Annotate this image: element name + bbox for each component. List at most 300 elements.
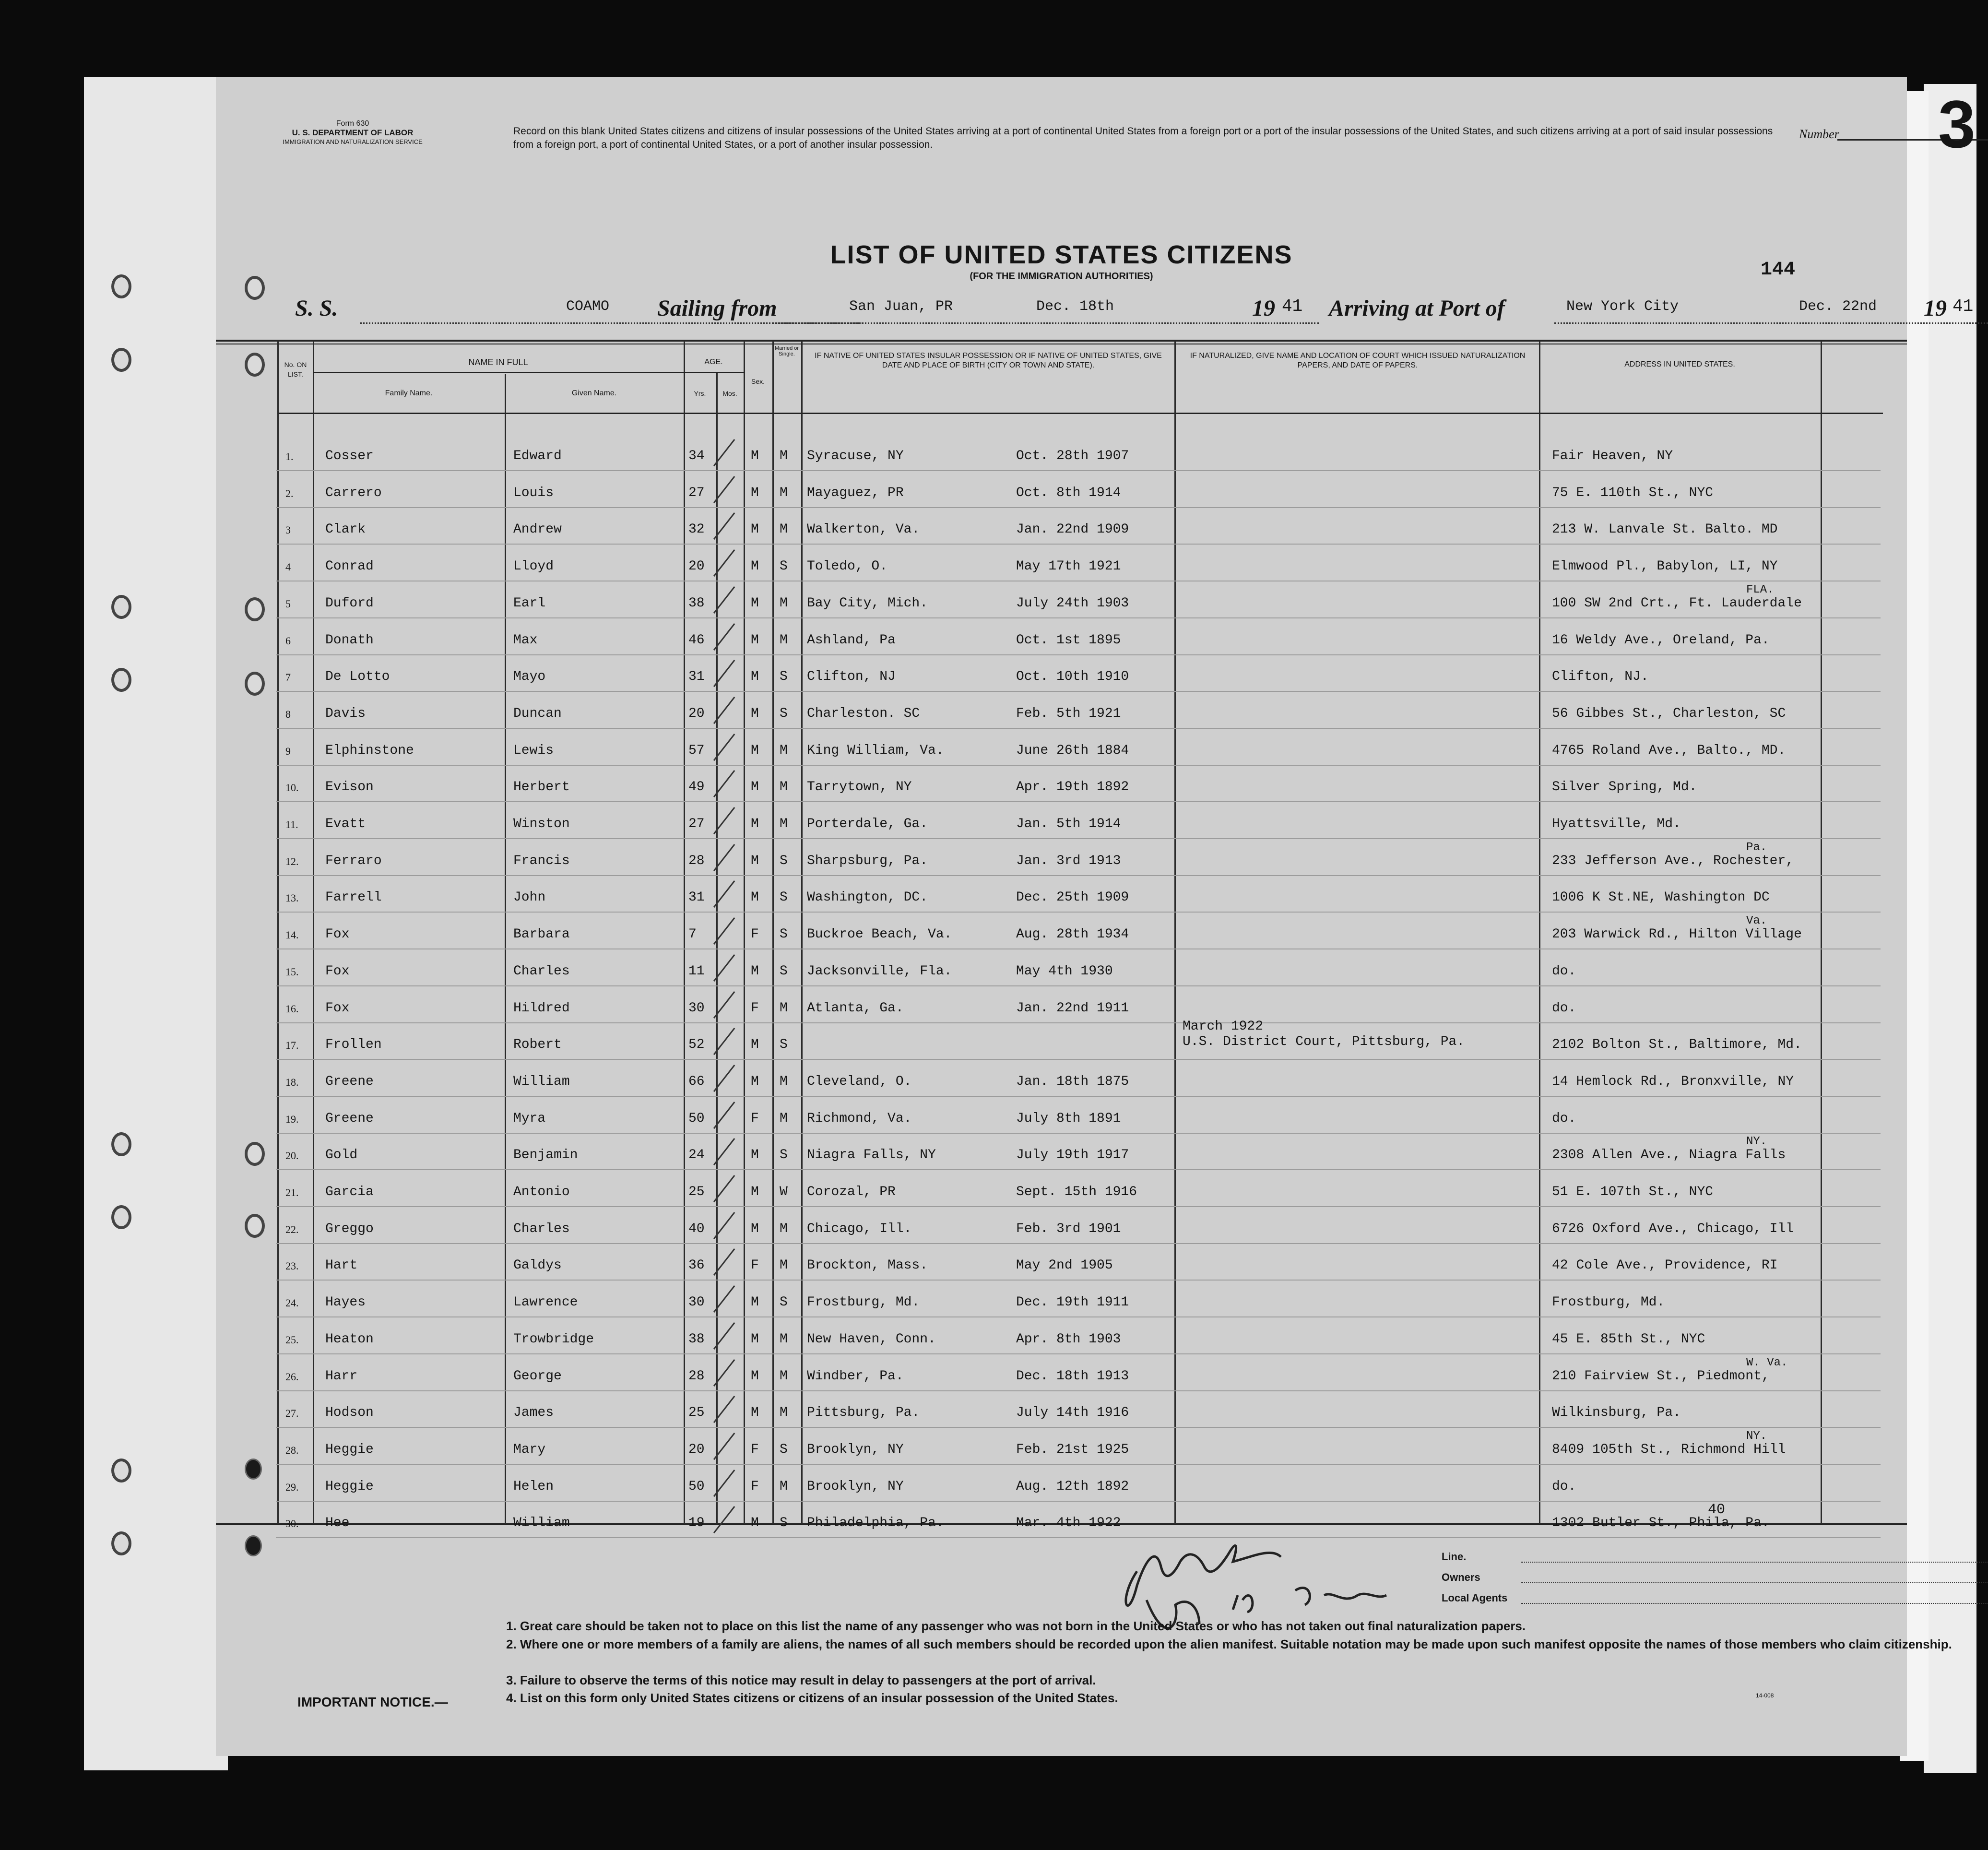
punch-hole xyxy=(111,1205,131,1229)
given-name: Lawrence xyxy=(513,1295,578,1310)
form-identification xyxy=(273,119,432,146)
age-years: 46 xyxy=(688,632,705,648)
age-years: 19 xyxy=(688,1516,705,1531)
row-rule xyxy=(276,838,1881,839)
punch-hole xyxy=(245,672,265,696)
age-years: 49 xyxy=(688,780,705,795)
marital-status: M xyxy=(780,595,788,611)
sailing-date: Dec. 18th xyxy=(1036,298,1114,315)
family-name: Donath xyxy=(325,632,374,648)
row-number: 30. xyxy=(285,1518,299,1530)
age-years: 50 xyxy=(688,1111,705,1126)
birth-date: Feb. 21st 1925 xyxy=(1016,1442,1129,1457)
local-agents-field xyxy=(1521,1603,1988,1604)
birth-date: Dec. 25th 1909 xyxy=(1016,890,1129,905)
age-years: 28 xyxy=(688,1368,705,1384)
birth-date: Sept. 15th 1916 xyxy=(1016,1185,1137,1199)
age-years: 20 xyxy=(688,559,705,574)
birth-date: July 8th 1891 xyxy=(1016,1111,1121,1126)
notice-item-4: 4. List on this form only United States citizens or citizens of an insular possession of the United States. xyxy=(506,1691,1118,1705)
marital-status: M xyxy=(780,522,788,537)
col-border xyxy=(744,341,745,1524)
marital-status: M xyxy=(780,485,788,500)
sex: M xyxy=(751,669,759,685)
row-rule xyxy=(276,801,1881,802)
line-label: Line. xyxy=(1442,1551,1467,1563)
arriving-date: Dec. 22nd xyxy=(1799,298,1877,315)
family-name: Hodson xyxy=(325,1405,374,1421)
address-note: NY. xyxy=(1746,1135,1767,1149)
birth-place: Ashland, Pa xyxy=(807,632,896,648)
birth-place: Clifton, NJ xyxy=(807,669,896,685)
manifest-sheet xyxy=(216,77,1976,1756)
col-header-age: AGE. xyxy=(704,358,723,366)
row-number: 8 xyxy=(285,708,291,720)
birth-place: Walkerton, Va. xyxy=(807,522,920,537)
sex: M xyxy=(751,1185,759,1199)
family-name: Gold xyxy=(325,1148,358,1163)
col-border xyxy=(277,341,279,1524)
family-name: Heaton xyxy=(325,1331,374,1347)
marital-status: S xyxy=(780,890,788,905)
row-number: 22. xyxy=(285,1223,299,1235)
col-border xyxy=(772,341,774,1524)
row-number: 1. xyxy=(285,451,294,462)
birth-place: Brockton, Mass. xyxy=(807,1258,928,1273)
arriving-year-suffix: 41 xyxy=(1952,296,1974,316)
row-number: 19. xyxy=(285,1113,299,1125)
punch-hole xyxy=(245,1535,262,1556)
birth-date: Oct. 8th 1914 xyxy=(1016,485,1121,500)
row-rule xyxy=(276,1280,1881,1281)
address-note: FLA. xyxy=(1746,583,1774,596)
birth-date: July 14th 1916 xyxy=(1016,1405,1129,1421)
birth-date: Apr. 8th 1903 xyxy=(1016,1331,1121,1347)
age-years: 31 xyxy=(688,890,705,905)
age-years: 20 xyxy=(688,706,705,721)
age-years: 38 xyxy=(688,595,705,611)
tally-number: 40 xyxy=(1708,1502,1726,1518)
punch-hole xyxy=(111,1132,131,1156)
birth-date: Feb. 3rd 1901 xyxy=(1016,1221,1121,1236)
us-address: Hyattsville, Md. xyxy=(1552,817,1681,831)
birth-date: Apr. 19th 1892 xyxy=(1016,780,1129,795)
given-name: Charles xyxy=(513,1221,570,1236)
row-rule xyxy=(276,691,1881,692)
birth-place: Brooklyn, NY xyxy=(807,1442,904,1457)
marital-status: S xyxy=(780,853,788,868)
row-rule xyxy=(276,1169,1881,1170)
age-years: 20 xyxy=(688,1442,705,1457)
birth-date: Jan. 18th 1875 xyxy=(1016,1074,1129,1089)
row-rule xyxy=(276,1464,1881,1465)
row-rule xyxy=(276,912,1881,913)
punch-strip xyxy=(84,77,228,1770)
birth-place: King William, Va. xyxy=(807,743,944,758)
sex: F xyxy=(751,1442,759,1457)
row-number: 20. xyxy=(285,1150,299,1162)
birth-place: Toledo, O. xyxy=(807,559,888,574)
birth-place: Sharpsburg, Pa. xyxy=(807,853,928,868)
birth-date: Feb. 5th 1921 xyxy=(1016,706,1121,721)
sex: M xyxy=(751,485,759,500)
given-name: Lloyd xyxy=(513,559,554,574)
sex: F xyxy=(751,1111,759,1126)
sex: M xyxy=(751,1368,759,1384)
row-rule xyxy=(276,1537,1881,1538)
page-title: LIST OF UNITED STATES CITIZENS xyxy=(830,240,1293,269)
given-name: Max xyxy=(513,632,538,648)
punch-hole xyxy=(245,1459,262,1480)
sex: M xyxy=(751,890,759,905)
given-name: Earl xyxy=(513,595,546,611)
us-address: 203 Warwick Rd., Hilton Village xyxy=(1552,927,1802,942)
birth-place: Philadelphia, Pa. xyxy=(807,1516,944,1531)
sex: M xyxy=(751,963,759,979)
age-years: 52 xyxy=(688,1037,705,1053)
us-address: 6726 Oxford Ave., Chicago, Ill xyxy=(1552,1221,1794,1236)
birth-date: July 19th 1917 xyxy=(1016,1148,1129,1163)
age-years: 38 xyxy=(688,1331,705,1347)
age-years: 24 xyxy=(688,1148,705,1163)
birth-date: May 4th 1930 xyxy=(1016,963,1113,979)
birth-date: Oct. 1st 1895 xyxy=(1016,632,1121,648)
family-name: Frollen xyxy=(325,1037,382,1053)
list-number: 3 xyxy=(1938,86,1976,162)
marital-status: M xyxy=(780,817,788,831)
birth-place: Atlanta, Ga. xyxy=(807,1000,904,1016)
col-border xyxy=(313,341,314,1524)
birth-place: Niagra Falls, NY xyxy=(807,1148,936,1163)
age-years: 25 xyxy=(688,1405,705,1421)
row-rule xyxy=(276,1316,1881,1317)
marital-status: M xyxy=(780,1074,788,1089)
sex: M xyxy=(751,853,759,868)
us-address: 16 Weldy Ave., Oreland, Pa. xyxy=(1552,632,1770,648)
department: U. S. DEPARTMENT OF LABOR xyxy=(292,128,414,137)
marital-status: M xyxy=(780,632,788,648)
punch-hole xyxy=(245,1214,265,1238)
birth-place: Mayaguez, PR xyxy=(807,485,904,500)
col-border xyxy=(801,341,803,1524)
punch-hole xyxy=(245,353,265,377)
family-name: Hee xyxy=(325,1516,350,1531)
given-name: Benjamin xyxy=(513,1148,578,1163)
marital-status: S xyxy=(780,1295,788,1310)
owners-field xyxy=(1521,1582,1988,1583)
col-border xyxy=(684,341,685,1524)
sex: M xyxy=(751,706,759,721)
row-number: 16. xyxy=(285,1002,299,1015)
age-years: 27 xyxy=(688,485,705,500)
row-number: 18. xyxy=(285,1076,299,1088)
row-number: 2. xyxy=(285,487,294,499)
birth-place: Cleveland, O. xyxy=(807,1074,912,1089)
us-address: 1006 K St.NE, Washington DC xyxy=(1552,890,1770,905)
row-number: 9 xyxy=(285,745,291,757)
marital-status: S xyxy=(780,1516,788,1531)
marital-status: M xyxy=(780,1111,788,1126)
birth-date: July 24th 1903 xyxy=(1016,595,1129,611)
back-sheet xyxy=(1924,84,1976,1773)
family-name: Greene xyxy=(325,1111,374,1126)
sex: M xyxy=(751,817,759,831)
given-name: John xyxy=(513,890,546,905)
sex: M xyxy=(751,449,759,463)
birth-place: Richmond, Va. xyxy=(807,1111,912,1126)
family-name: Greene xyxy=(325,1074,374,1089)
us-address: do. xyxy=(1552,1111,1576,1126)
row-number: 23. xyxy=(285,1260,299,1272)
row-number: 25. xyxy=(285,1333,299,1346)
row-rule xyxy=(276,1501,1881,1502)
row-number: 6 xyxy=(285,634,291,647)
notice-item-1: 1. Great care should be taken not to place on this list the name of any passenger who was not born in the United States or who has not taken out final naturalization papers. xyxy=(506,1619,1526,1633)
row-rule xyxy=(276,544,1881,545)
us-address: 100 SW 2nd Crt., Ft. Lauderdale xyxy=(1552,595,1802,611)
number-label: Number xyxy=(1799,127,1839,141)
age-years: 27 xyxy=(688,817,705,831)
age-years: 66 xyxy=(688,1074,705,1089)
family-name: Evison xyxy=(325,780,374,795)
row-number: 26. xyxy=(285,1370,299,1383)
age-years: 31 xyxy=(688,669,705,685)
family-name: Davis xyxy=(325,706,366,721)
sex: M xyxy=(751,1074,759,1089)
birth-place: Buckroe Beach, Va. xyxy=(807,927,952,942)
given-name: James xyxy=(513,1405,554,1421)
given-name: Trowbridge xyxy=(513,1331,594,1347)
sex: M xyxy=(751,1405,759,1421)
row-number: 29. xyxy=(285,1481,299,1493)
row-number: 13. xyxy=(285,892,299,904)
naturalization-court: U.S. District Court, Pittsburg, Pa. xyxy=(1183,1034,1465,1050)
family-name: Clark xyxy=(325,522,366,537)
row-rule xyxy=(276,507,1881,508)
birth-date: Jan. 22nd 1911 xyxy=(1016,1000,1129,1016)
marital-status: S xyxy=(780,559,788,574)
us-address: Wilkinsburg, Pa. xyxy=(1552,1405,1681,1421)
us-address: Frostburg, Md. xyxy=(1552,1295,1665,1310)
birth-place: Pittsburg, Pa. xyxy=(807,1405,920,1421)
record-note: Record on this blank United States citizens and citizens of insular possessions of the United States arriving at a port of continental United States from a foreign port or a port of the insular possessions of the United States, and such citizens arriving at a port of said insular possessions from a foreign port, a port of continental United States, or a port of another insular possession. xyxy=(513,126,1773,150)
marital-status: S xyxy=(780,963,788,979)
row-rule xyxy=(276,1427,1881,1428)
family-name: Heggie xyxy=(325,1442,374,1457)
family-name: Fox xyxy=(325,927,350,942)
family-name: De Lotto xyxy=(325,669,390,685)
sex: F xyxy=(751,1000,759,1016)
marital-status: M xyxy=(780,1258,788,1273)
us-address: 210 Fairview St., Piedmont, xyxy=(1552,1368,1770,1384)
age-years: 7 xyxy=(688,927,697,942)
col-header-naturalized: IF NATURALIZED, GIVE NAME AND LOCATION OF COURT WHICH ISSUED NATURALIZATION PAPERS, AND DATE OF PAPERS. xyxy=(1190,352,1526,369)
row-rule xyxy=(276,985,1881,986)
age-years: 30 xyxy=(688,1295,705,1310)
sex: M xyxy=(751,1221,759,1236)
row-rule xyxy=(276,1022,1881,1023)
age-years: 57 xyxy=(688,743,705,758)
us-address: 51 E. 107th St., NYC xyxy=(1552,1185,1714,1199)
row-rule xyxy=(276,1243,1881,1244)
col-header-sex: Sex. xyxy=(751,378,765,385)
sailing-port: San Juan, PR xyxy=(849,298,953,315)
given-name: Louis xyxy=(513,485,554,500)
row-number: 28. xyxy=(285,1444,299,1456)
row-rule xyxy=(276,728,1881,729)
arriving-year-prefix: 19 xyxy=(1924,296,1947,321)
given-name: Helen xyxy=(513,1479,554,1494)
given-name: Herbert xyxy=(513,780,570,795)
birth-place: Tarrytown, NY xyxy=(807,780,912,795)
birth-place: Porterdale, Ga. xyxy=(807,817,928,831)
col-header-family: Family Name. xyxy=(385,389,433,397)
marital-status: M xyxy=(780,1221,788,1236)
family-name: Garcia xyxy=(325,1185,374,1199)
marital-status: S xyxy=(780,1442,788,1457)
birth-date: Jan. 22nd 1909 xyxy=(1016,522,1129,537)
us-address: 1302 Butler St., Phila, Pa. xyxy=(1552,1516,1770,1531)
us-address: 213 W. Lanvale St. Balto. MD xyxy=(1552,522,1778,537)
birth-date: Oct. 10th 1910 xyxy=(1016,669,1129,685)
sex: M xyxy=(751,743,759,758)
row-rule xyxy=(276,617,1881,618)
birth-place: Chicago, Ill. xyxy=(807,1221,912,1236)
row-rule xyxy=(276,470,1881,471)
punch-hole xyxy=(111,668,131,692)
page-number: 144 xyxy=(1761,259,1796,281)
us-address: 8409 105th St., Richmond Hill xyxy=(1552,1442,1786,1457)
sailing-line xyxy=(772,322,1319,324)
row-rule xyxy=(276,765,1881,766)
family-name: Hart xyxy=(325,1258,358,1273)
sex: M xyxy=(751,780,759,795)
age-years: 34 xyxy=(688,449,705,463)
us-address: 2308 Allen Ave., Niagra Falls xyxy=(1552,1148,1786,1163)
marital-status: S xyxy=(780,669,788,685)
row-number: 14. xyxy=(285,929,299,941)
given-name: Hildred xyxy=(513,1000,570,1016)
row-rule xyxy=(276,1096,1881,1097)
age-years: 28 xyxy=(688,853,705,868)
family-name: Ferraro xyxy=(325,853,382,868)
marital-status: W xyxy=(780,1185,788,1199)
sex: F xyxy=(751,1479,759,1494)
col-header-name: NAME IN FULL xyxy=(468,357,528,367)
col-header-address: ADDRESS IN UNITED STATES. xyxy=(1624,360,1735,368)
family-name: Farrell xyxy=(325,890,382,905)
us-address: do. xyxy=(1552,963,1576,979)
marital-status: M xyxy=(780,743,788,758)
family-name: Duford xyxy=(325,595,374,611)
naturalization-date: March 1922 xyxy=(1183,1019,1264,1034)
us-address: Elmwood Pl., Babylon, LI, NY xyxy=(1552,559,1778,574)
given-name: Francis xyxy=(513,853,570,868)
given-name: Barbara xyxy=(513,927,570,942)
row-number: 10. xyxy=(285,782,299,794)
col-header-no: No. ON LIST. xyxy=(284,361,307,378)
sex: M xyxy=(751,632,759,648)
family-name: Conrad xyxy=(325,559,374,574)
row-number: 3 xyxy=(285,524,291,536)
punch-hole xyxy=(111,595,131,619)
us-address: 42 Cole Ave., Providence, RI xyxy=(1552,1258,1778,1273)
row-number: 12. xyxy=(285,855,299,867)
col-border xyxy=(1539,341,1540,1524)
family-name: Harr xyxy=(325,1368,358,1384)
marital-status: S xyxy=(780,1037,788,1053)
row-rule xyxy=(276,654,1881,655)
birth-place: Windber, Pa. xyxy=(807,1368,904,1384)
age-years: 11 xyxy=(688,963,705,979)
sex: M xyxy=(751,522,759,537)
row-number: 4 xyxy=(285,561,291,573)
family-name: Cosser xyxy=(325,449,374,463)
sex: M xyxy=(751,1516,759,1531)
arriving-line xyxy=(1554,322,1988,324)
birth-place: New Haven, Conn. xyxy=(807,1331,936,1347)
important-notice-heading: IMPORTANT NOTICE.— xyxy=(297,1695,448,1709)
given-name: William xyxy=(513,1516,570,1531)
notice-item-2: 2. Where one or more members of a family are aliens, the names of all such members should be recorded upon the alien manifest. Suitable notation may be made upon such manifest opposite the names of those members who claim citizenship. xyxy=(506,1637,1952,1651)
col-border xyxy=(1174,341,1176,1524)
given-name: Lewis xyxy=(513,743,554,758)
row-number: 27. xyxy=(285,1407,299,1420)
given-name: Mayo xyxy=(513,669,546,685)
age-years: 32 xyxy=(688,522,705,537)
age-years: 50 xyxy=(688,1479,705,1494)
us-address: Fair Heaven, NY xyxy=(1552,449,1673,463)
birth-date: May 2nd 1905 xyxy=(1016,1258,1113,1273)
sex: M xyxy=(751,1037,759,1053)
us-address: 75 E. 110th St., NYC xyxy=(1552,485,1714,500)
given-name: Duncan xyxy=(513,706,562,721)
address-note: NY. xyxy=(1746,1429,1767,1443)
marital-status: S xyxy=(780,927,788,942)
row-number: 24. xyxy=(285,1297,299,1309)
birth-date: Dec. 18th 1913 xyxy=(1016,1368,1129,1384)
punch-hole xyxy=(111,1459,131,1482)
row-number: 11. xyxy=(285,818,298,830)
family-name: Carrero xyxy=(325,485,382,500)
address-note: Va. xyxy=(1746,914,1767,928)
owners-label: Owners xyxy=(1442,1571,1480,1583)
ship-name: COAMO xyxy=(566,298,610,315)
birth-place: Syracuse, NY xyxy=(807,449,904,463)
marital-status: M xyxy=(780,780,788,795)
sailing-year-suffix: 41 xyxy=(1282,296,1303,316)
given-name: Andrew xyxy=(513,522,562,537)
birth-date: Jan. 5th 1914 xyxy=(1016,817,1121,831)
family-name: Fox xyxy=(325,963,350,979)
marital-status: M xyxy=(780,449,788,463)
row-rule xyxy=(276,1390,1881,1391)
us-address: 4765 Roland Ave., Balto., MD. xyxy=(1552,743,1786,758)
col-header-married: Married or Single. xyxy=(774,345,799,357)
family-name: Fox xyxy=(325,1000,350,1016)
birth-place: Jacksonville, Fla. xyxy=(807,963,952,979)
given-name: Edward xyxy=(513,449,562,463)
punch-hole xyxy=(111,274,131,298)
given-name: Myra xyxy=(513,1111,546,1126)
punch-hole xyxy=(245,1142,265,1166)
family-name: Hayes xyxy=(325,1295,366,1310)
sex: M xyxy=(751,1148,759,1163)
sailing-year-prefix: 19 xyxy=(1252,296,1275,321)
col-header-birth: IF NATIVE OF UNITED STATES INSULAR POSSESSION OR IF NATIVE OF UNITED STATES, GIVE DATE AND PLACE OF BIRTH (CITY OR TOWN AND STATE). xyxy=(815,352,1162,369)
arriving-port: New York City xyxy=(1566,298,1679,315)
marital-status: M xyxy=(780,1331,788,1347)
